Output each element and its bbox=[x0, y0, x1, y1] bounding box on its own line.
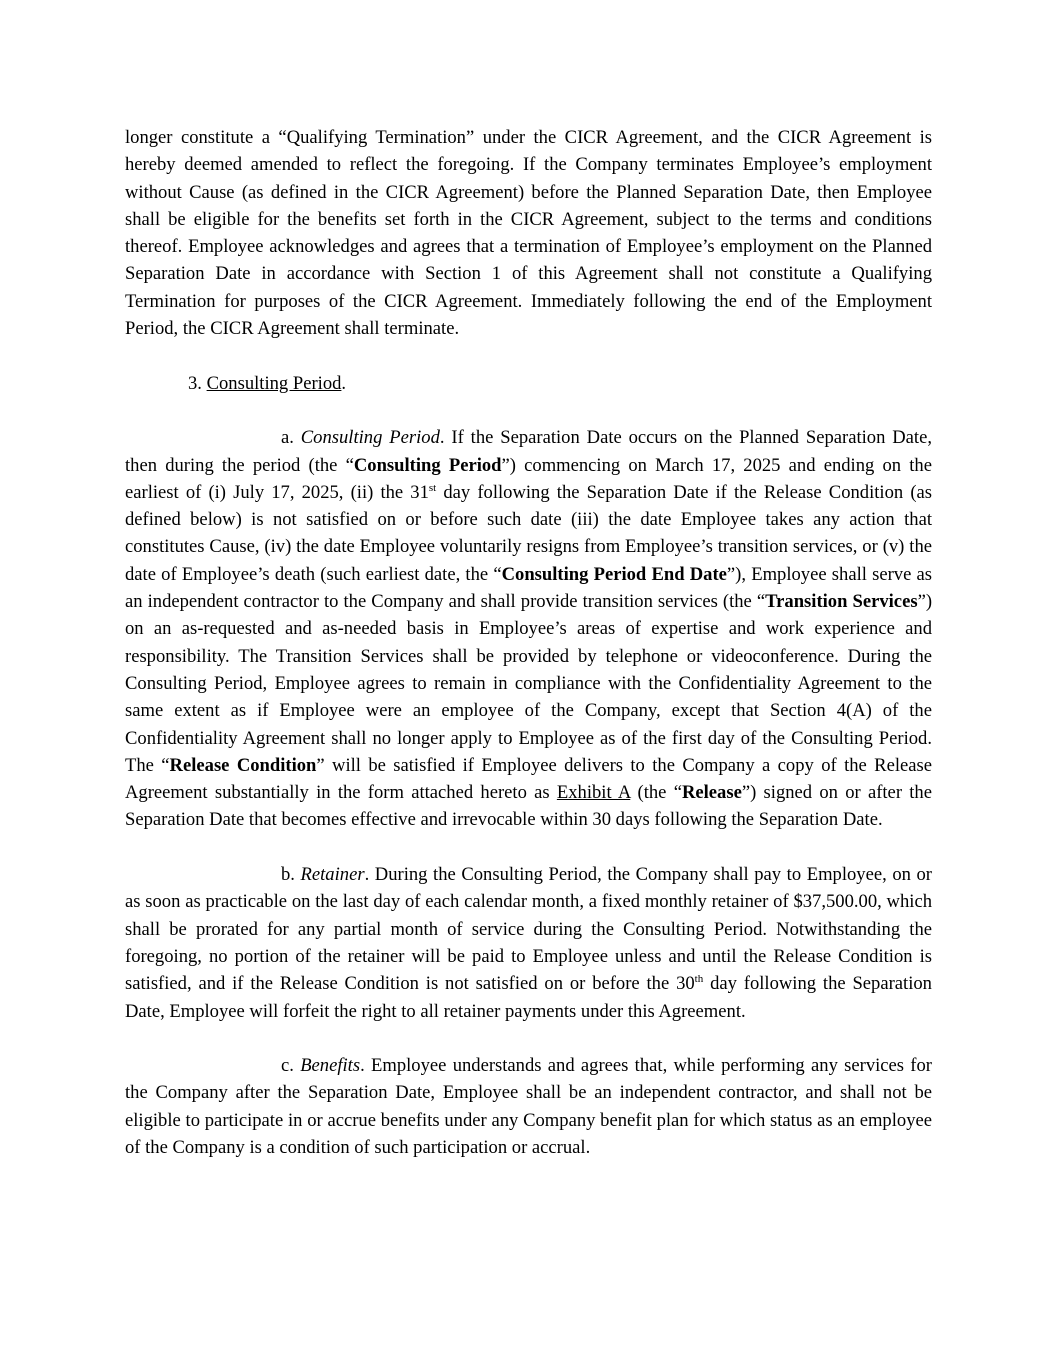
paragraph-3b-title: Retainer bbox=[300, 864, 365, 886]
defined-term: Release bbox=[681, 782, 742, 804]
spacer bbox=[125, 834, 932, 861]
paragraph-3c-title: Benefits bbox=[300, 1055, 361, 1077]
paragraph-3c-benefits: c. Benefits. Employee understands and agrees that, while performing any services for the Company after the Separation Date, Employee shall be an independent contractor, and shall not be eligible to participate in or accrue benefits under any Company benefit plan for which status as an employee of the Company is a condition of such participation or accrual. bbox=[125, 1055, 932, 1158]
spacer bbox=[125, 1025, 932, 1052]
spacer bbox=[125, 342, 932, 369]
paragraph-cicr-termination: longer constitute a “Qualifying Termination” under the CICR Agreement, and the CICR Agreement is hereby deemed amended to reflect the foregoing. If the Company terminates Employee’s employment without Cause (as defined in the CICR Agreement) before the Planned Separation Date, then Employee shall be eligible for the benefits set forth in the CICR Agreement, subject to the terms and conditions thereof. Employee acknowledges and agrees that a termination of Employee’s employment on the Planned Separation Date in accordance with Section 1 of this Agreement shall not constitute a Qualifying Termination for purposes of the CICR Agreement. Immediately following the end of the Employment Period, the CICR Agreement shall terminate. bbox=[125, 127, 932, 340]
paragraph-3a-title: Consulting Period bbox=[300, 427, 440, 449]
defined-term: Consulting Period End Date bbox=[501, 563, 727, 585]
defined-term: Consulting Period bbox=[353, 454, 502, 476]
paragraph-3a-consulting-period: a. Consulting Period. If the Separation Date occurs on the Planned Separation Date, then during the period (the “Consulting Period”) commencing on March 17, 2025 and ending on the earliest of (i) July 17, 2025, (ii) the 31st day following the Separation Date if the Release Condition (as defined below) is not satisfied on or before such date (iii) the date Employee takes any action that constitutes Cause, (iv) the date Employee voluntarily resigns from Employee’s transition services, or (v) the date of Employee’s death (such earliest date, the “Consulting Period End Date”), Employee shall serve as an independent contractor to the Company and shall provide transition services (the “Transition Services”) on an as-requested and as-needed basis in Employee’s areas of expertise and work experience and responsibility. The Transition Services shall be provided by telephone or videoconference. During the Consulting Period, Employee agrees to remain in compliance with the Confidentiality Agreement to the same extent as if Employee were an employee of the Company, except that Section 4(A) of the Confidentiality Agreement shall no longer apply to Employee as of the first day of the Consulting Period. The “Release Condition” will be satisfied if Employee delivers to the Company a copy of the Release Agreement substantially in the form attached hereto as Exhibit A (the “Release”) signed on or after the Separation Date that becomes effective and irrevocable within 30 days following the Separation Date. bbox=[125, 427, 933, 831]
defined-term: Release Condition bbox=[169, 754, 317, 776]
exhibit-a-reference: Exhibit A bbox=[556, 782, 631, 804]
spacer bbox=[125, 397, 932, 424]
defined-term: Transition Services bbox=[765, 591, 918, 613]
document-page bbox=[125, 124, 932, 1161]
paragraph-3b-retainer: b. Retainer. During the Consulting Period, the Company shall pay to Employee, on or as soon as practicable on the last day of each calendar month, a fixed monthly retainer of $37,500.00, which shall be prorated for any partial month of service during the Consulting Period. Notwithstanding the foregoing, no portion of the retainer will be paid to Employee unless and until the Release Condition is satisfied, and if the Release Condition is not satisfied on or before the 30th day following the Separation Date, Employee will forfeit the right to all retainer payments under this Agreement. bbox=[125, 864, 932, 1022]
section-3-title: Consulting Period bbox=[206, 372, 342, 394]
section-3-heading: 3. Consulting Period. bbox=[188, 372, 347, 394]
